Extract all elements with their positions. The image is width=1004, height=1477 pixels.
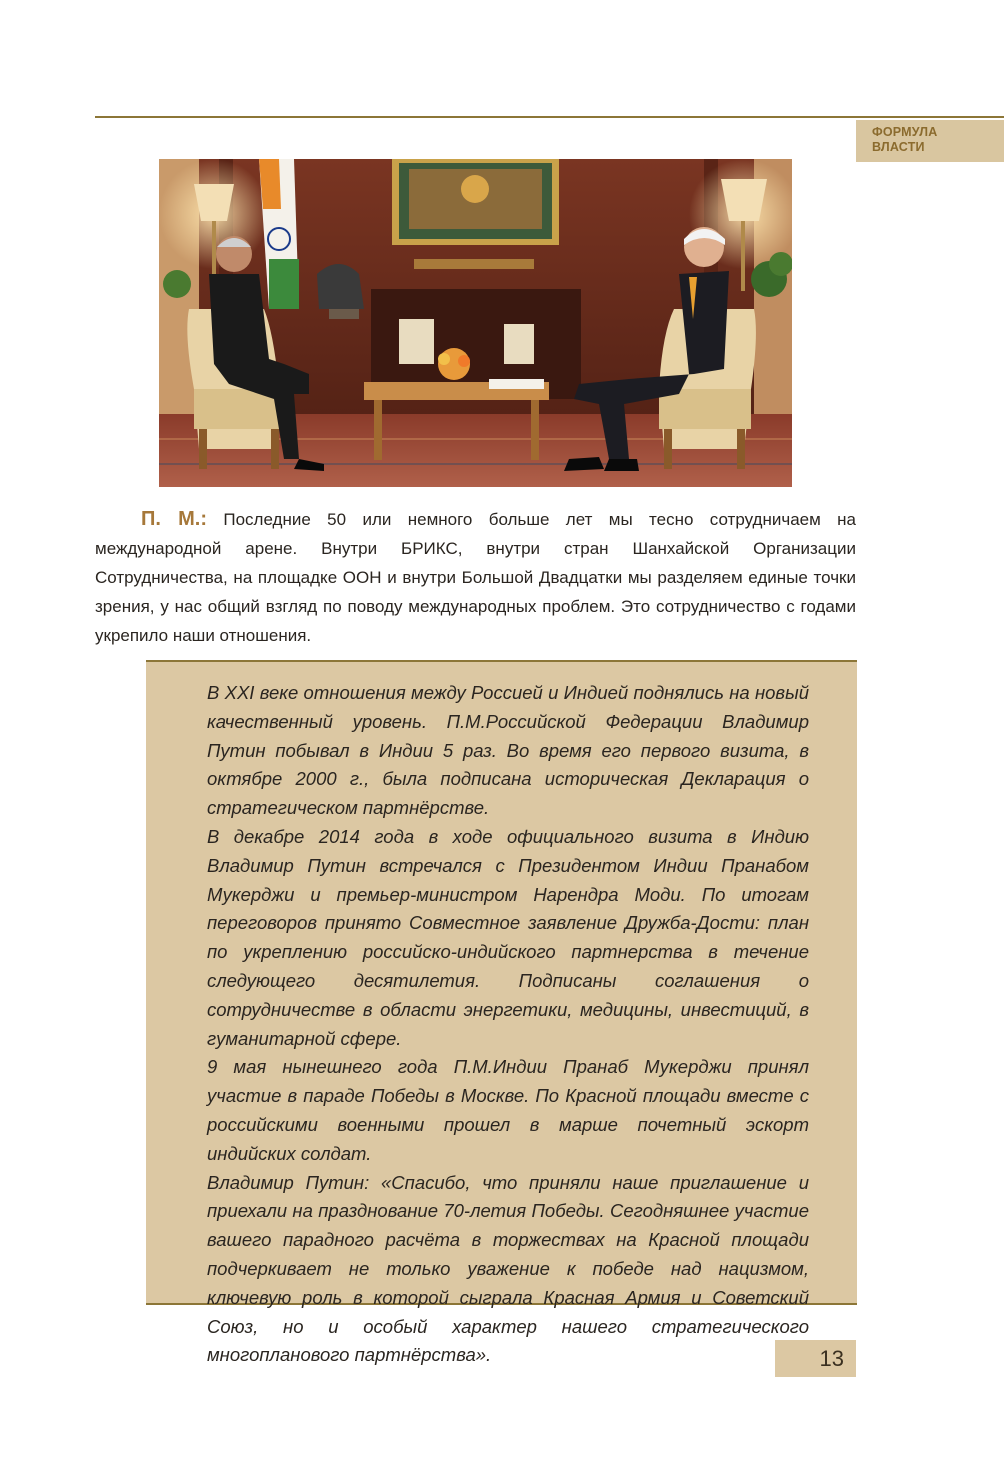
sidebar-paragraph: В XXI веке отношения между Россией и Индией поднялись на новый качественный уровень. П.М.Российской Федерации Владимир Путин побывал в Индии 5 раз. Во время его первого визита, в октябре 2000 г., была подписана историческая Декларация о стратегическом партнёрстве. [207, 682, 809, 819]
section-title-line1: ФОРМУЛА [872, 125, 938, 139]
sidebar-paragraph: Владимир Путин: «Спасибо, что приняли наше приглашение и приехали на празднование 70-летия Победы. Сегодняшнее участие вашего парадного расчёта в торжествах на Красной площади подчеркивает не только уважение к победе над нацизмом, ключевую роль в которой сыграла Красная Армия и Советский Союз, но и особый характер нашего стратегического многопланового партнёрства». [207, 1171, 809, 1366]
sidebar-paragraph: В декабре 2014 года в ходе официального визита в Индию Владимир Путин встречался с Президентом Индии Пранабом Мукерджи и премьер-министром Нарендра Моди. По итогам переговоров принято Совместное заявление Дружба-Дости: план по укреплению российско-индийского партнерства в течение следующего десятилетия. Подписаны соглашения о сотрудничестве в области энергетики, медицины, инвестиций, в гуманитарной сфере. [207, 825, 809, 1049]
interview-photo-illustration [159, 159, 792, 487]
sidebar-paragraph: 9 мая нынешнего года П.М.Индии Пранаб Мукерджи принял участие в параде Победы в Москве. По Красной площади вместе с российскими военными прошел в марше почетный эскорт индийских солдат. [207, 1056, 809, 1164]
intro-paragraph [95, 505, 856, 650]
interview-photo [159, 159, 792, 487]
header-rule [95, 116, 1004, 118]
sidebar-text [207, 679, 809, 1370]
section-tab [856, 120, 1004, 162]
page-number: 13 [775, 1340, 856, 1377]
section-title-line2: ВЛАСТИ [872, 140, 925, 154]
speaker-label: П. М.: [141, 508, 208, 530]
intro-text: Последние 50 или немного больше лет мы тесно сотрудничаем на международной арене. Внутри БРИКС, внутри стран Шанхайской Организации Сотрудничества, на площадке ООН и внутри Большой Двадцатки мы разделяем единые точки зрения, у нас общий взгляд по поводу международных проблем. Это сотрудничество с годами укрепило наши отношения. [95, 510, 856, 645]
